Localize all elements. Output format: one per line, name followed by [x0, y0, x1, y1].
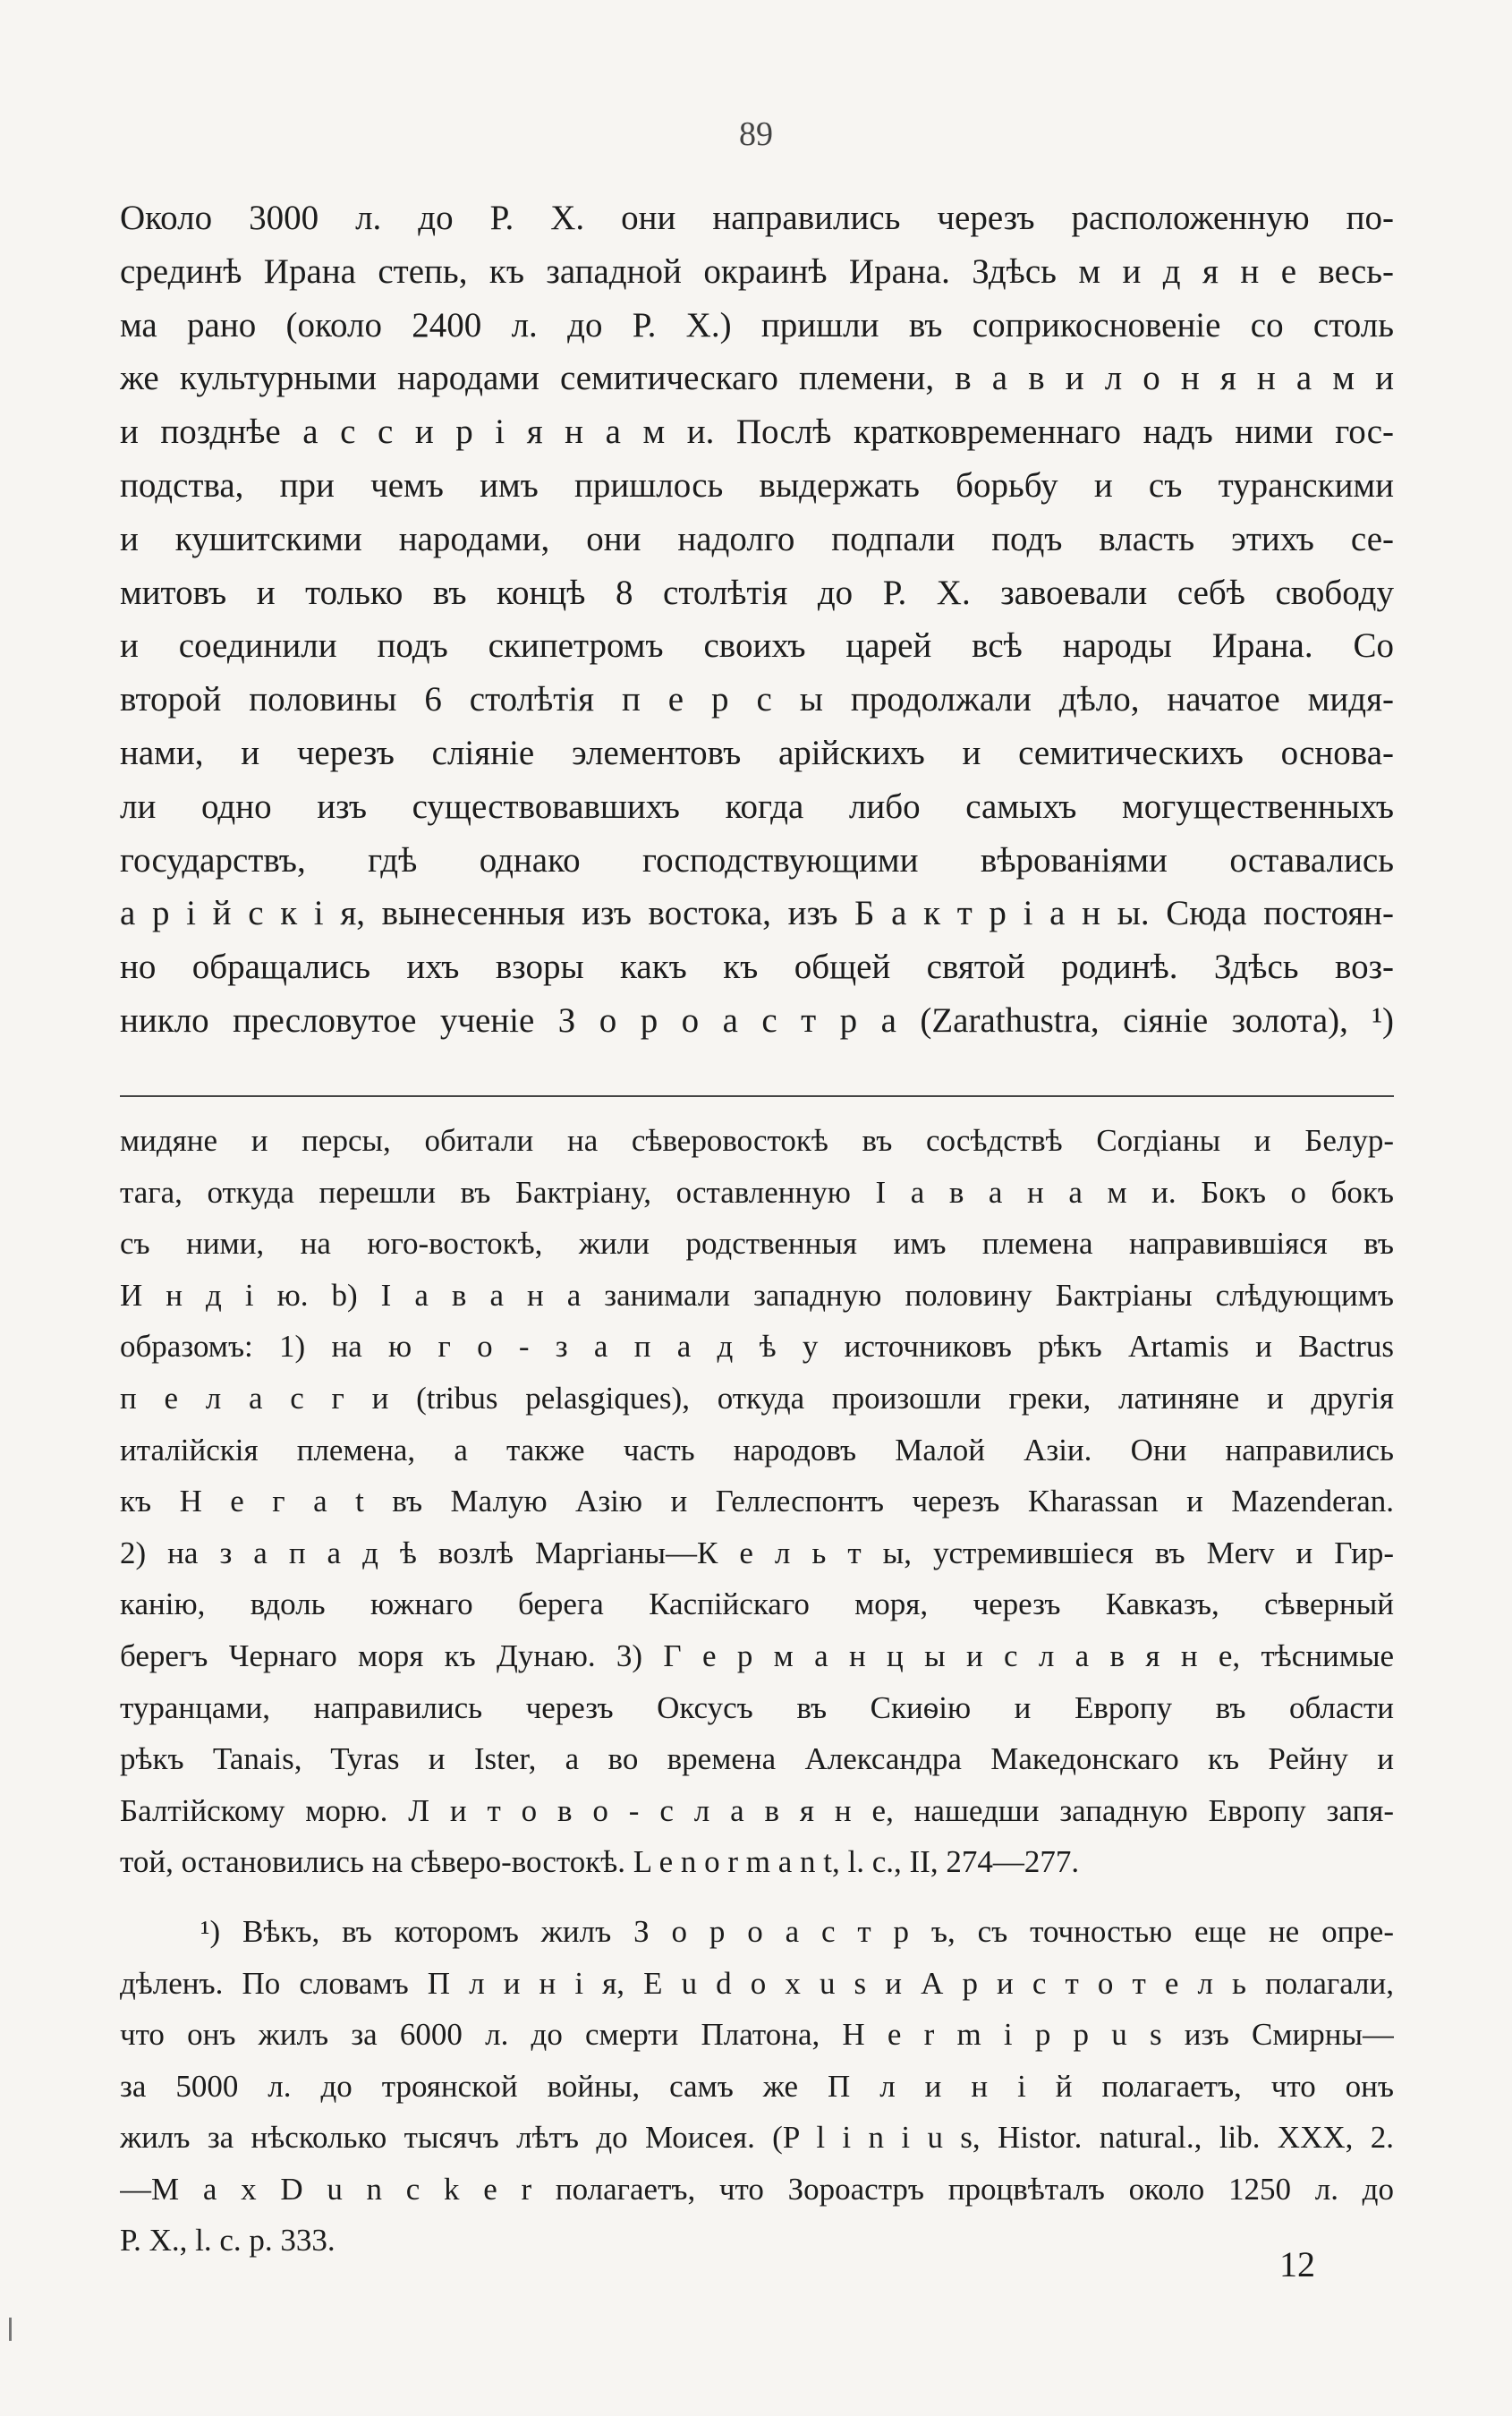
footnote-line: 2) на з а п а д ѣ возлѣ Маргіаны—К е л ь т ы, устремившіеся въ Merv и Гир- — [120, 1535, 1394, 1570]
footnote-line: дѣленъ. По словамъ П л и н і я, E u d o x u s и А р и с т о т е л ь полагали, — [120, 1965, 1394, 2001]
footnote-line: образомъ: 1) на ю г о - з а п а д ѣ у источниковъ рѣкъ Artamis и Bactrus — [120, 1329, 1394, 1365]
text-line: никло пресловутое ученіе З о р о а с т р а (Zarathustra, сіяніе золота), ¹) — [120, 1000, 1394, 1040]
text-line: же культурными народами семитическаго племени, в а в и л о н я н а м и — [120, 359, 1394, 398]
text-line: но обращались ихъ взоры какъ къ общей святой родинѣ. Здѣсь воз- — [120, 948, 1394, 987]
main-text — [120, 191, 1394, 1048]
text-line: государствъ, гдѣ однако господствующими вѣрованіями оставались — [120, 840, 1394, 880]
footnote-line: канію, вдоль южнаго берега Каспійскаго моря, черезъ Кавказъ, сѣверный — [120, 1587, 1394, 1622]
text-line: Около 3000 л. до Р. Х. они направились черезъ расположенную по- — [120, 199, 1394, 237]
footnotes — [120, 1115, 1394, 2267]
footnote-line: къ Н е г а t въ Малую Азію и Геллеспонтъ черезъ Kharassan и Mazenderan. — [120, 1484, 1394, 1519]
text-line: ли одно изъ существовавшихъ когда либо самыхъ могущественныхъ — [120, 787, 1394, 826]
footnote-gap — [120, 1888, 1394, 1906]
footnote-line: за 5000 л. до троянской войны, самъ же П л и н і й полагаетъ, что онъ — [120, 2068, 1394, 2104]
footnote-line: что онъ жилъ за 6000 л. до смерти Платона, H e r m i p p u s изъ Смирны— — [120, 2017, 1394, 2053]
footnote-line: Балтійскому морю. Л и т о в о - с л а в я н е, нашедши западную Европу запя- — [120, 1792, 1394, 1828]
footnote-line: туранцами, направились черезъ Оксусъ въ Скиѳію и Европу въ области — [120, 1689, 1394, 1725]
text-line: митовъ и только въ концѣ 8 столѣтія до Р. Х. завоевали себѣ свободу — [120, 573, 1394, 612]
footnote-line: —M a x D u n c k e r полагаетъ, что Зороастръ процвѣталъ около 1250 л. до — [120, 2171, 1394, 2207]
text-line: второй половины 6 столѣтія п е р с ы продолжали дѣло, начатое мидя- — [120, 680, 1394, 719]
footnote-line: италійскія племена, а также часть народовъ Малой Азіи. Они направились — [120, 1432, 1394, 1467]
text-line: и позднѣе а с с и р і я н а м и. Послѣ кратковременнаго надъ ними гос- — [120, 413, 1394, 452]
text-line: нами, и черезъ сліяніе элементовъ арійскихъ и семитическихъ основа- — [120, 733, 1394, 772]
sheet-number: 12 — [1279, 2244, 1315, 2284]
footnote-line: Р. Х., l. c. p. 333. — [120, 2223, 336, 2259]
text-line: срединѣ Ирана степь, къ западной окраинѣ Ирана. Здѣсь м и д я н е весь- — [120, 251, 1394, 291]
footnote-line: ¹) Вѣкъ, въ которомъ жилъ З о р о а с т р ъ, съ точностью еще не опре- — [200, 1913, 1394, 1949]
text-line: и соединили подъ скипетромъ своихъ царей всѣ народы Ирана. Со — [120, 626, 1394, 666]
text-line: подства, при чемъ имъ пришлось выдержать борьбу и съ туранскими — [120, 465, 1394, 505]
footnote-divider — [120, 1095, 1394, 1097]
footnote-line: жилъ за нѣсколько тысячъ лѣтъ до Моисея. (P l i n i u s, Histor. natural., lib. XXX, 2. — [120, 2120, 1394, 2156]
footnote-line: той, остановились на сѣверо-востокѣ. L e n o r m a n t, l. c., II, 274—277. — [120, 1844, 1080, 1880]
footnote-line: тага, откуда перешли въ Бактріану, оставленную І а в а н а м и. Бокъ о бокъ — [120, 1174, 1394, 1210]
text-line: и кушитскими народами, они надолго подпали подъ власть этихъ се- — [120, 519, 1394, 558]
margin-mark — [9, 2318, 12, 2341]
footnote-line: рѣкъ Tanais, Tyras и Ister, а во времена Александра Македонскаго къ Рейну и — [120, 1741, 1394, 1777]
footnote-line: берегъ Чернаго моря къ Дунаю. 3) Г е р м а н ц ы и с л а в я н е, тѣснимые — [120, 1638, 1394, 1673]
footnote-line: п е л а с г и (tribus pelasgiques), откуда произошли греки, латиняне и другія — [120, 1380, 1394, 1416]
page-number: 89 — [739, 115, 773, 153]
footnote-line: мидяне и персы, обитали на сѣверовостокѣ въ сосѣдствѣ Согдіаны и Белур- — [120, 1123, 1394, 1158]
footnote-line: съ ними, на юго-востокѣ, жили родственныя имъ племена направившіяся въ — [120, 1226, 1394, 1262]
text-line: ма рано (около 2400 л. до Р. Х.) пришли въ соприкосновеніе со столь — [120, 305, 1394, 345]
text-line: а р і й с к і я, вынесенныя изъ востока, изъ Б а к т р і а н ы. Сюда постоян- — [120, 894, 1394, 933]
footnote-line: И н д і ю. b) І а в а н а занимали западную половину Бактріаны слѣдующимъ — [120, 1277, 1394, 1313]
